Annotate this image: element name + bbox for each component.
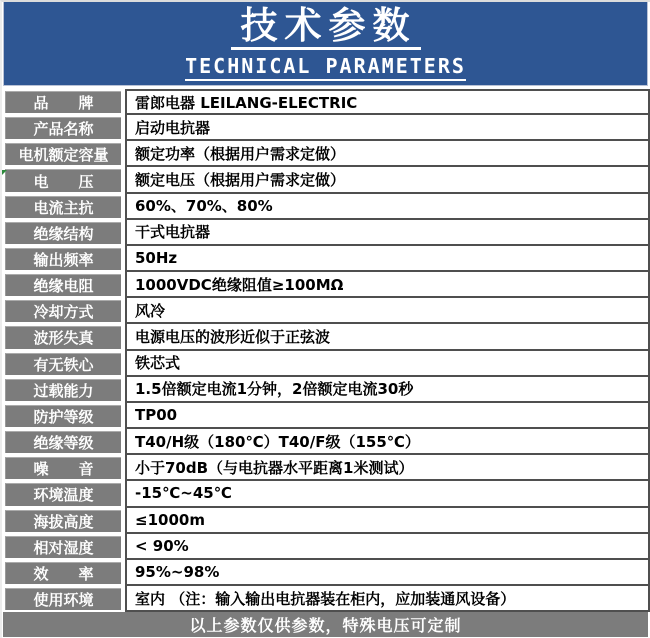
row-value-text: 铁芯式 (135, 354, 181, 373)
row-value-text: 雷郎电器 LEILANG-ELECTRIC (135, 93, 358, 112)
row-value-text: -15℃~45℃ (135, 484, 232, 503)
page-title: 技术参数 (231, 6, 421, 51)
row-label (5, 536, 121, 558)
row-value (125, 351, 650, 377)
row-label (5, 510, 121, 532)
row-value-text: 电源电压的波形近似于正弦波 (135, 327, 331, 346)
table-row (2, 481, 650, 507)
table-row (2, 351, 650, 377)
row-label (5, 196, 121, 218)
table-row (2, 508, 650, 534)
table-row (2, 586, 650, 612)
row-label (5, 483, 121, 505)
row-label-text: 波形失真 (33, 329, 94, 348)
row-value (125, 272, 650, 298)
row-value-text: 95%~98% (135, 562, 220, 581)
row-label (5, 169, 121, 191)
row-label-text: 电机额定容量 (18, 146, 109, 165)
row-label (5, 300, 121, 322)
row-value-text: TP00 (135, 405, 178, 424)
row-value (125, 534, 650, 560)
row-label (5, 326, 121, 348)
row-value-text: 室内 （注：输入输出电抗器装在柜内，应加装通风设备） (135, 589, 516, 608)
row-label-text: 绝缘等级 (33, 434, 94, 453)
row-label (5, 405, 121, 427)
row-label (5, 457, 121, 479)
table-row (2, 455, 650, 481)
table-row (2, 89, 650, 115)
row-value-text: 1000VDC绝缘阻值≥100MΩ (135, 275, 344, 294)
table-row (2, 141, 650, 167)
row-label-text: 绝缘电阻 (33, 277, 94, 296)
row-value-text: 50Hz (135, 249, 178, 268)
table-row (2, 115, 650, 141)
row-value-text: T40/H级（180℃）T40/F级（155℃） (135, 432, 420, 451)
row-label (5, 91, 121, 113)
table-row (2, 194, 650, 220)
row-value-text: 额定功率（根据用户需求定做） (135, 144, 346, 163)
footer-note-bar (3, 612, 648, 637)
row-label (5, 248, 121, 270)
row-value (125, 560, 650, 586)
row-value (125, 246, 650, 272)
row-label (5, 222, 121, 244)
table-row (2, 246, 650, 272)
row-value-text: 额定电压（根据用户需求定做） (135, 171, 346, 190)
row-label-text: 产品名称 (33, 120, 94, 139)
row-label (5, 353, 121, 375)
footer-note: 以上参数仅供参数，特殊电压可定制 (189, 616, 462, 635)
row-value-text: 启动电抗器 (135, 118, 211, 137)
row-label-text: 防护等级 (33, 407, 94, 426)
page-header (3, 2, 648, 86)
row-label-text: 过载能力 (33, 381, 94, 400)
table-row (2, 429, 650, 455)
row-label-text: 电流主抗 (33, 198, 94, 217)
table-row (2, 403, 650, 429)
row-value-text: 60%、70%、80% (135, 197, 273, 216)
row-value (125, 586, 650, 612)
row-value (125, 194, 650, 220)
table-row (2, 167, 650, 193)
row-value (125, 324, 650, 350)
row-value-text: ≤1000m (135, 510, 205, 529)
table-row (2, 272, 650, 298)
row-label (5, 431, 121, 453)
table-row (2, 324, 650, 350)
table-row (2, 560, 650, 586)
row-label-text: 噪 音 (33, 460, 94, 479)
row-label-text: 使用环境 (33, 591, 94, 610)
row-value (125, 455, 650, 481)
row-value-text: < 90% (135, 536, 189, 555)
row-value (125, 167, 650, 193)
row-label-text: 冷却方式 (33, 303, 94, 322)
row-value (125, 220, 650, 246)
row-label-text: 绝缘结构 (33, 224, 94, 243)
row-label-text: 电 压 (33, 172, 94, 191)
row-label (5, 562, 121, 584)
row-label-text: 海拔高度 (33, 512, 94, 531)
row-value (125, 141, 650, 167)
row-value (125, 298, 650, 324)
row-label-text: 相对湿度 (33, 538, 94, 557)
row-label (5, 143, 121, 165)
spec-table-body (2, 89, 650, 612)
row-label-text: 输出频率 (33, 251, 94, 270)
row-value-text: 小于70dB（与电抗器水平距离1米测试） (135, 458, 414, 477)
row-value (125, 115, 650, 141)
table-row (2, 534, 650, 560)
row-value (125, 481, 650, 507)
row-value-text: 风冷 (135, 301, 166, 320)
row-label (5, 588, 121, 610)
row-value (125, 429, 650, 455)
row-label (5, 274, 121, 296)
row-value (125, 508, 650, 534)
table-row (2, 220, 650, 246)
row-value (125, 89, 650, 115)
row-value (125, 403, 650, 429)
row-label-text: 有无铁心 (33, 355, 94, 374)
row-label (5, 117, 121, 139)
row-value (125, 377, 650, 403)
table-row (2, 298, 650, 324)
row-label-text: 品 牌 (33, 94, 94, 113)
row-label (5, 379, 121, 401)
table-row (2, 377, 650, 403)
row-label-text: 环境温度 (33, 486, 94, 505)
row-value-text: 干式电抗器 (135, 223, 211, 242)
row-value-text: 1.5倍额定电流1分钟，2倍额定电流30秒 (135, 380, 414, 399)
row-label-text: 效 率 (33, 564, 94, 583)
page-subtitle: TECHNICAL PARAMETERS (185, 54, 466, 81)
